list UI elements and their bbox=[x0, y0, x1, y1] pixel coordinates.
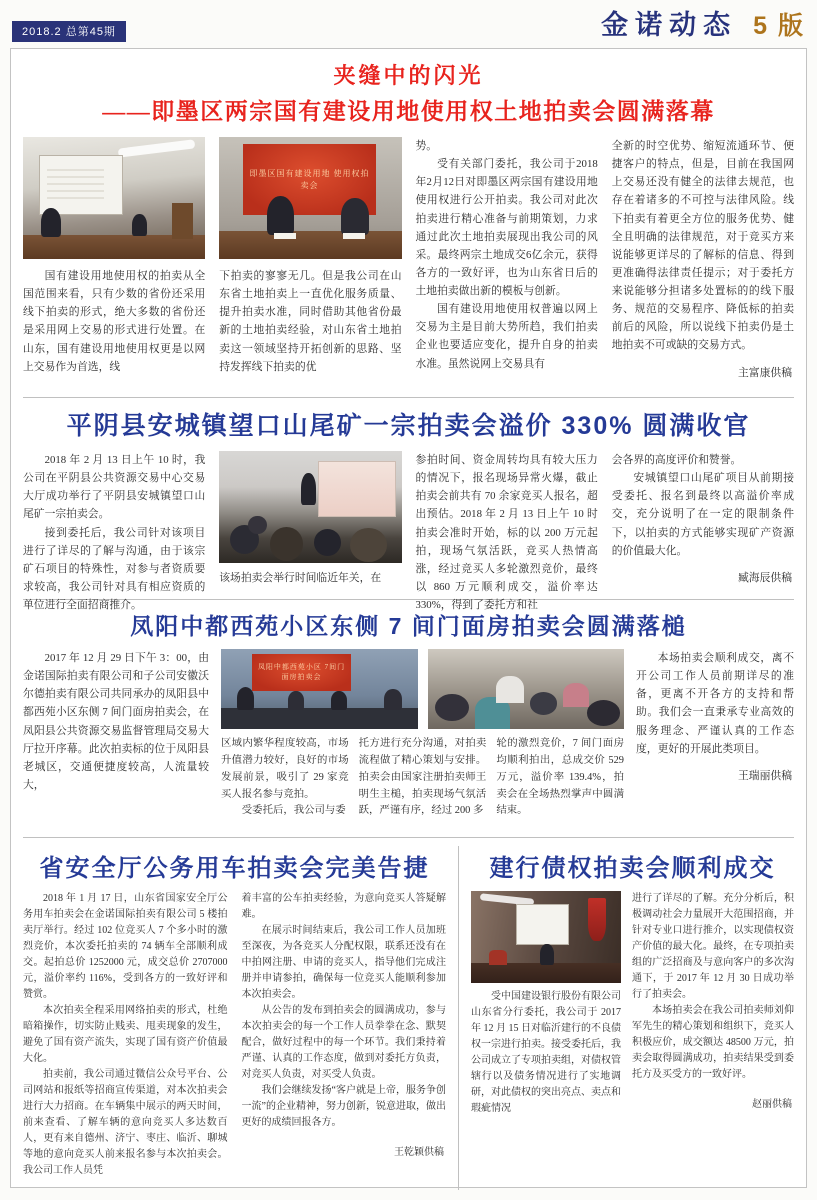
article3-col1-text bbox=[23, 649, 209, 794]
panel-table bbox=[221, 708, 418, 729]
red-chair bbox=[489, 950, 507, 965]
auctioneer-figure bbox=[301, 473, 316, 504]
article3-middle bbox=[221, 649, 624, 841]
article1-col4 bbox=[612, 137, 794, 385]
photo-ccb-meeting-room bbox=[471, 891, 621, 983]
article4-title: 省安全厅公务用车拍卖会完美告捷 bbox=[39, 855, 430, 882]
article-ccb-debt-auction bbox=[459, 846, 794, 1190]
article2-col3-text bbox=[416, 451, 598, 614]
paragraph: 托方进行充分沟通，对拍卖流程做了精心策划与安排。拍卖会由国家注册拍卖师王明生主槌，拍卖现场气氛活跃，严谨有序，经过 200 多 bbox=[358, 738, 487, 817]
photo-pingyin-auction-room bbox=[219, 451, 401, 563]
article3-mid-col2-text bbox=[359, 736, 487, 820]
article1-col3-text bbox=[416, 137, 598, 373]
document-paper bbox=[274, 233, 296, 239]
article4-byline: 王乾颖供稿 bbox=[394, 1147, 444, 1158]
article1-columns bbox=[23, 137, 794, 385]
article1-byline: 主富康供稿 bbox=[738, 366, 792, 379]
article3-mid-col3 bbox=[496, 736, 624, 836]
article3-mid-col2 bbox=[359, 736, 487, 836]
masthead bbox=[601, 3, 805, 42]
person-figure bbox=[540, 944, 554, 964]
article1-col2 bbox=[219, 137, 401, 385]
paragraph: 会各界的高度评价和赞誉。 bbox=[611, 454, 742, 466]
article3-col1 bbox=[23, 649, 209, 841]
article-pingyin-mine-auction bbox=[23, 397, 794, 611]
article1-col3 bbox=[416, 137, 598, 385]
article1-col1 bbox=[23, 137, 205, 385]
paragraph: 接到委托后，我公司针对该项目进行了详尽的了解与沟通，由于该宗矿石项目的特殊性，对参与者资质要求较高，我公司针对具有相应资质的单位进行全面招商推介。 bbox=[23, 526, 206, 611]
audience-head bbox=[350, 528, 386, 562]
article5-col1-text bbox=[471, 989, 621, 1117]
issue-badge: 2018.2 总第45期 bbox=[12, 21, 126, 42]
article4-columns bbox=[23, 891, 446, 1183]
audience-head bbox=[530, 692, 558, 714]
person-figure bbox=[41, 208, 61, 237]
article4-col2-text bbox=[242, 891, 447, 1131]
bottom-section bbox=[23, 837, 794, 1190]
photo-fengyang-auction-panel bbox=[221, 649, 418, 729]
paragraph: 国有建设用地使用权的拍卖从全国范围来看，只有少数的省份还采用线下拍卖的形式，绝大多数的省份还是采用网上交易的形式进行处置。在山东，国有建设用地使用权更是以网上交易作为首选，线 bbox=[23, 270, 206, 373]
article3-body bbox=[23, 649, 794, 841]
red-banner-screen bbox=[252, 654, 350, 691]
paragraph: 2018 年 1 月 17 日，山东省国家安全厅公务用车拍卖会在金诺国际拍卖有限公司 5 楼拍卖厅举行。经过 102 位竞买人 7 个多小时的激烈竞价，本次委托拍卖的 74 辆车全部顺利成交。起拍总价 1252000 元，成交总价 2707000 元，溢价率约 116%，受到各方的一致好评和赞赏。 bbox=[23, 893, 228, 1000]
projection-screen bbox=[318, 461, 397, 517]
article1-col4-text bbox=[612, 137, 794, 355]
article2-col3 bbox=[416, 451, 598, 614]
paragraph: 受委托后，我公司与委 bbox=[241, 805, 346, 817]
paragraph: 2017 年 12 月 29 日下午 3：00，由金诺国际拍卖有限公司和子公司安徽沃尔德拍卖有限公司共同承办的凤阳县中都西苑小区东侧 7 间门面房拍卖会，在凤阳县公共资源交易监督管理局交易大厅拉开序幕。此次拍卖标的位于凤阳县老城区，交通便捷度较高，人流量较大， bbox=[23, 652, 209, 791]
paragraph: 在展示时间结束后，我公司工作人员加班至深夜，为各竞买人分配权限，联系还没有在中拍网注册、申请的竞买人，指导他们完成注册并申请参拍，确保每一位竞买人能顺利参加本次拍卖会。 bbox=[241, 925, 446, 1000]
photo-fengyang-audience bbox=[428, 649, 625, 729]
document-paper bbox=[343, 233, 365, 239]
article5-columns bbox=[471, 891, 794, 1183]
paragraph: 受有关部门委托，我公司于2018年2月12日对即墨区两宗国有建设用地使用权进行公开拍卖。我公司对此次拍卖进行精心准备与前期策划，力求通过此次土地拍卖展现出我公司的风采。最终两宗土地成交6亿余元，获得各方的一致好评，也为山东省日后的土地拍卖做出新的模板与创新。 bbox=[415, 158, 598, 297]
page-number: 5 版 bbox=[753, 12, 805, 40]
article3-mid-col3-text bbox=[496, 736, 624, 820]
article5-byline: 赵丽供稿 bbox=[752, 1099, 792, 1110]
paragraph: 参拍时间、资金周转均具有较大压力的情况下，报名现场异常火爆，截止拍卖会前共有 70 余家竞买人报名，超出预估。2018 年 2 月 13 日上午 10 时拍卖会准时开始，标的以 200 万元起拍，现场气氛活跃，竞买人热情高涨，经过竞买人多轮激烈竞价，最终以 860 万元顺利成交，溢价率达 330%，得到了委托方和社 bbox=[415, 454, 598, 611]
audience-head bbox=[435, 694, 468, 721]
audience-head bbox=[270, 527, 303, 561]
desk bbox=[219, 231, 401, 259]
page-header bbox=[10, 8, 807, 42]
desk bbox=[471, 963, 621, 983]
paragraph: 本场拍卖会顺利成交，离不开公司工作人员前期详尽的准备，更离不开各方的支持和帮助。我们会一直秉承专业高效的服务理念、严谨认真的工作态度，更好的开展此类项目。 bbox=[636, 652, 794, 755]
panel-member bbox=[288, 691, 304, 710]
paragraph: 轮的激烈竞价，7 间门面房均顺利拍出，总成交价 529 万元，溢价率 139.4%，拍卖会在全场热烈掌声中圆满结束。 bbox=[496, 738, 624, 817]
paragraph: 区域内繁华程度较高，市场升值潜力较好，良好的市场发展前景，吸引了 29 家竞买人报名参与竞拍。 bbox=[221, 738, 349, 800]
photo-auction-hall bbox=[23, 137, 205, 259]
article5-col1 bbox=[471, 891, 621, 1183]
audience-head bbox=[587, 700, 620, 726]
paragraph: 拍卖前，我公司通过微信公众号平台、公司网站和报纸等招商宣传渠道，对本次拍卖会进行大力招商。在车辆集中展示的两天时间，前来查看、了解车辆的意向竞买人多达数百人，更有来自德州、济宁、枣庄、临沂、聊城等地的意向竞买人前来报名参与本次拍卖会。我公司工作人员凭 bbox=[23, 1069, 228, 1176]
audience-white-jacket bbox=[496, 676, 524, 703]
article5-col2 bbox=[632, 891, 794, 1183]
paragraph: 国有建设用地使用权普遍以网上交易为主是目前大势所趋，我们拍卖企业也要适应变化，提升自身的拍卖水准。虽然说网上交易具有 bbox=[415, 303, 598, 370]
projection-screen bbox=[516, 904, 569, 945]
panel-member bbox=[384, 689, 402, 710]
audience-head bbox=[248, 516, 266, 534]
paragraph: 下拍卖的寥寥无几。但是我公司在山东省土地拍卖上一直优化服务质量、提升拍卖水准，同时借助其他省份最新的土地拍卖经验，对山东省土地拍卖这一领域坚持开拓创新的思路、坚持发挥线下拍卖的优 bbox=[219, 270, 402, 373]
paragraph: 安城镇望口山尾矿项目从前期接受委托、报名到最终以高溢价率成交，充分说明了在一定的限制条件下，以拍卖的方式能够实现矿产资源的价值最大化。 bbox=[611, 472, 794, 557]
article3-byline: 王瑞丽供稿 bbox=[738, 769, 792, 782]
article2-byline: 臧海辰供稿 bbox=[738, 571, 792, 584]
audience-pink-jacket bbox=[563, 683, 589, 707]
article3-middle-columns bbox=[221, 736, 624, 836]
article2-title: 平阴县安城镇望口山尾矿一宗拍卖会溢价 330% 圆满收官 bbox=[66, 412, 751, 440]
paragraph: 本场拍卖会在我公司拍卖师刘仰军先生的精心策划和组织下，竞买人积极应价，成交额达 48500 万元，拍卖会取得圆满成功，拍卖结果受到委托方及买受方的一致好评。 bbox=[632, 1005, 794, 1080]
article2-col2-text bbox=[219, 569, 401, 587]
person-figure bbox=[132, 214, 147, 236]
article-vehicle-auction bbox=[23, 846, 459, 1190]
banner-text: 即墨区国有建设用地 使用权拍卖会 bbox=[249, 168, 370, 190]
article5-title: 建行债权拍卖会顺利成交 bbox=[489, 855, 776, 882]
paragraph: 从公告的发布到拍卖会的圆满成功，参与本次拍卖会的每一个工作人员拳拳在念、默契配合，做好过程中的每一个环节。我们秉持着严谨、认真的工作态度，做到对委托方负责，对竞买人负责，对买受人负责。 bbox=[241, 1005, 446, 1080]
paragraph: 着丰富的公车拍卖经验，为意向竞买人答疑解难。 bbox=[241, 893, 446, 920]
article1-col2-text bbox=[219, 267, 401, 376]
panel-member bbox=[237, 687, 255, 709]
red-flag bbox=[588, 898, 606, 940]
article2-col2 bbox=[219, 451, 401, 614]
podium bbox=[172, 203, 192, 240]
article4-col1 bbox=[23, 891, 228, 1183]
article3-right-text bbox=[636, 649, 794, 758]
ceiling-light bbox=[118, 140, 195, 158]
banner-text: 凤阳中都西苑小区 7间门面房拍卖会 bbox=[257, 662, 346, 682]
article3-mid-col1-text bbox=[221, 736, 349, 820]
article3-photos bbox=[221, 649, 624, 729]
paragraph: 进行了详尽的了解。充分分析后，积极调动社会力量展开大范围招商，并针对专业口进行推介，以实现债权资产价值的最大化。最终，在专项拍卖组的广泛招商及与意向客户的多次沟通下，于 2017 年 12 月 30 日成功举行了拍卖会。 bbox=[632, 893, 794, 1000]
person-signing bbox=[341, 198, 368, 235]
person-signing bbox=[267, 196, 294, 235]
paragraph: 全新的时空优势、缩短流通环节、便捷客户的特点，但是，目前在我国网上交易还没有健全的法律去规范，也存在着诸多的不可控与法律风险。线下拍卖有着更全方位的服务优势、健全且明确的法律规范，对于竞买方来说能够更详尽的了解标的信息、得到更准确得法律责任提示；对于委托方来说能够分担诸多处置标的的线下服务、规范的交易程序、降低标的拍卖前后的风险，所以说线下拍卖仍是土地拍卖不可或缺的交易方式。 bbox=[611, 140, 794, 352]
article1-title-line1: 夹缝中的闪光 bbox=[333, 63, 484, 88]
paragraph: 该场拍卖会举行时间临近年关，在 bbox=[219, 572, 382, 584]
paragraph: 本次拍卖全程采用网络拍卖的形式，杜绝暗箱操作，切实防止贱卖、甩卖现象的发生，避免了国有资产流失，实现了国有资产价值最大化。 bbox=[23, 1005, 228, 1064]
article3-title: 凤阳中都西苑小区东侧 7 间门面房拍卖会圆满落槌 bbox=[130, 613, 687, 639]
paragraph: 2018 年 2 月 13 日上午 10 时，我公司在平阴县公共资源交易中心交易大厅成功举行了平阴县安城镇望口山尾矿一宗拍卖会。 bbox=[23, 454, 206, 521]
paragraph: 受中国建设银行股份有限公司山东省分行委托，我公司于 2017 年 12 月 15 日对临沂建行的不良债权一宗进行拍卖。接受委托后，我公司成立了专项拍卖组，对债权管辖行以及债务情况进行了实地调研，对此债权的突出亮点、卖点和瑕疵情况 bbox=[471, 991, 621, 1114]
paragraph: 我们会继续发扬“客户就是上帝，服务争创一流”的企业精神，努力创新，锐意进取，做出更好的成绩回报各方。 bbox=[241, 1085, 446, 1128]
article2-col1-text bbox=[23, 451, 205, 614]
article5-col2-text bbox=[632, 891, 794, 1083]
projection-screen bbox=[39, 155, 123, 214]
article4-col1-text bbox=[23, 891, 228, 1179]
paragraph: 势。 bbox=[415, 140, 438, 152]
masthead-title: 金诺动态 bbox=[601, 10, 738, 40]
audience-head bbox=[314, 529, 341, 556]
article3-mid-col1 bbox=[221, 736, 349, 836]
article2-col4-text bbox=[612, 451, 794, 560]
article2-col4 bbox=[612, 451, 794, 614]
article3-right-col bbox=[636, 649, 794, 841]
article-fengyang-shops-auction bbox=[23, 599, 794, 837]
photo-signing-ceremony bbox=[219, 137, 401, 259]
content-box bbox=[10, 48, 807, 1188]
spreadsheet-on-screen bbox=[47, 169, 104, 203]
article1-title-line2: ——即墨区两宗国有建设用地使用权土地拍卖会圆满落幕 bbox=[102, 99, 715, 124]
article2-col1 bbox=[23, 451, 205, 614]
panel-member bbox=[331, 691, 347, 710]
article2-columns bbox=[23, 451, 794, 609]
article4-col2 bbox=[242, 891, 447, 1183]
article-jimo-land-auction bbox=[23, 59, 794, 397]
article1-col1-text bbox=[23, 267, 205, 376]
